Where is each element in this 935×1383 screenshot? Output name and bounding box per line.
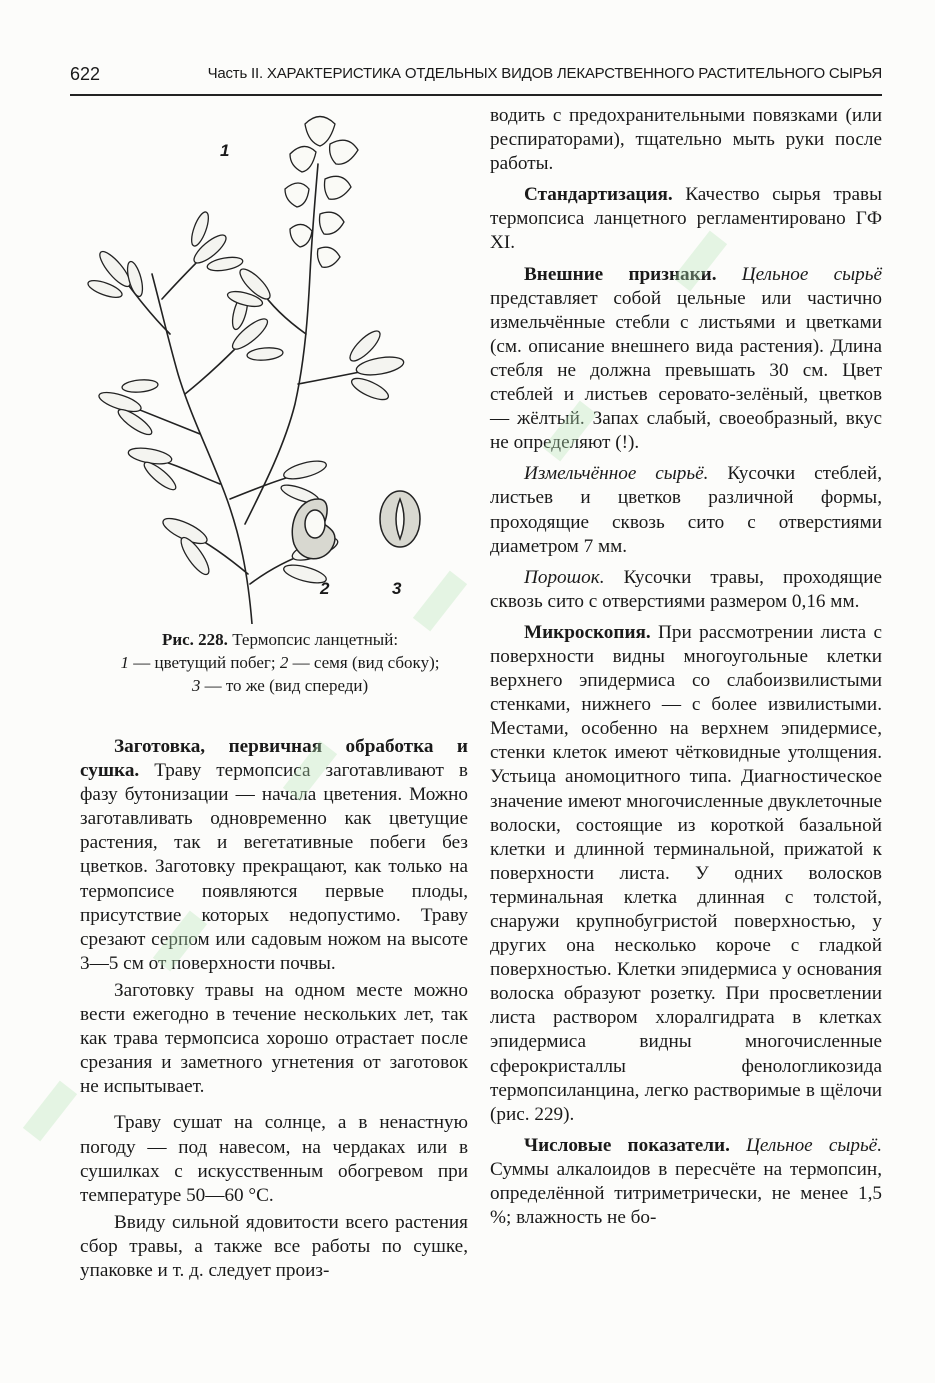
paragraph-drying: Траву сушат на солнце, а в ненастную погоду — под навесом, на чердаках или в сушилках с искусственным обогревом при температуре 50—60 °С.	[80, 1112, 468, 1206]
cut-raw-label: Измельчённое сырьё.	[524, 463, 709, 485]
paragraph-standardization	[490, 183, 882, 255]
figure-label-1: 1	[220, 141, 230, 160]
numeric-text: Суммы алкалоидов в пересчёте на термопсин, определённой титриметрически, не менее 1,5 %; влажность не бо-	[490, 1158, 882, 1229]
numeric-whole-label: Цельное сырьё.	[746, 1134, 882, 1156]
page-number: 622	[70, 64, 101, 84]
caption-1-text: — цветущий побег;	[129, 653, 280, 672]
figure-label-2: 2	[320, 579, 330, 598]
paragraph-continuation: водить с предохранительными повязками (или респираторами), тщательно мыть руки после работы.	[490, 105, 882, 175]
right-column	[490, 104, 882, 1230]
standardization-text: Качество сырья травы термопсиса ланцетного регламентировано ГФ XI.	[490, 184, 882, 254]
paragraph-harvest	[80, 735, 468, 976]
caption-title: Рис. 228.	[161, 630, 228, 649]
paragraph-cut-raw	[490, 462, 882, 558]
powder-text: Кусочки травы, проходящие сквозь сито с отверстиями размером 0,16 мм.	[490, 566, 882, 612]
left-column	[80, 735, 468, 1283]
powder-label: Порошок.	[524, 566, 605, 588]
running-title: Часть II. ХАРАКТЕРИСТИКА ОТДЕЛЬНЫХ ВИДОВ ЛЕКАРСТВЕННОГО РАСТИТЕЛЬНОГО СЫРЬЯ	[207, 65, 882, 82]
caption-3-text: — то же (вид спереди)	[200, 676, 369, 695]
caption-2-num: 2	[279, 653, 289, 672]
paragraph-external-signs	[490, 263, 882, 456]
cut-raw-text: Кусочки стеблей, листьев и цветков различной формы, проходящие сквозь сито с отверстиями диаметром 7 мм.	[490, 463, 882, 557]
heading-harvest: Заготовка, первичная обработка и сушка.	[80, 736, 468, 782]
heading-microscopy: Микроскопия.	[524, 621, 651, 643]
paragraph-microscopy	[490, 621, 882, 1127]
external-signs-text: представляет собой цельные или частично измельчённые стебли с листьями и цветками (см. описание внешнего вида растения). Длина стебля не должна превышать 30 см. Цвет стеблей и листьев серовато-зелёный, цветков — жёлтый. Запах слабый, своеобразный, вкус не определяют (!).	[490, 287, 882, 454]
plant-illustration	[80, 104, 480, 624]
paragraph-toxicity: Ввиду сильной ядовитости всего растения сбор травы, а также все работы по сушке, упаковке и т. д. следует произ-	[80, 1211, 468, 1281]
figure-caption	[80, 628, 480, 697]
caption-3-num: 3	[191, 676, 201, 695]
whole-raw-label: Цельное сырьё	[741, 263, 882, 285]
heading-standardization: Стандартизация.	[524, 184, 673, 206]
heading-numeric: Числовые показатели.	[524, 1134, 730, 1156]
paragraph-powder	[490, 566, 882, 614]
microscopy-text: При рассмотрении листа с поверхности видны многоугольные клетки верхнего эпидермиса со слабоизвилистыми стенками, нижнего — с более извилистыми. Местами, особенно на верхнем эпидермисе, стенки клеток имеют чётковидные утолщения. Устьица аномоцитного типа. Диагностическое значение имеют многочисленные двуклеточные волоски, состоящие из короткой базальной клетки и длинной терминальной, прижатой к поверхности листа. У одних волосков терминальная клетка длинная с толстой, снаружи крупнобугристой поверхностью, у других она несколько короче с гладкой поверхностью. Клетки эпидермиса у основания волоска образуют розетку. При просветлении листа раствором хлоралгидрата в клетках эпидермиса видны многочисленные сферокристаллы фенологликозида термопсиланцина, легко растворимые в щёлочи (рис. 229).	[490, 621, 882, 1125]
harvest-text: Траву термопсиса заготавливают в фазу бутонизации — начала цветения. Можно заготавливать одновременно как цветущие растения, так и вегетативные побеги без цветков. Заготовку прекращают, как только на термопсисе появляются первые плоды, присутствие которых недопустимо. Траву срезают серпом или садовым ножом на высоте 3—5 см от поверхности почвы.	[80, 760, 468, 974]
page-header	[70, 60, 882, 96]
paragraph-harvest-2: Заготовку травы на одном месте можно вести ежегодно в течение нескольких лет, так как трава термопсиса хорошо отрастает после срезания и заметного угнетения от заготовок не испытывает.	[80, 979, 468, 1098]
figure-label-3: 3	[392, 579, 402, 598]
paragraph-numeric	[490, 1134, 882, 1230]
heading-external-signs: Внешние признаки.	[524, 263, 717, 285]
caption-1-num: 1	[120, 653, 130, 672]
caption-2-text: — семя (вид сбоку);	[288, 653, 440, 672]
caption-name: Термопсис ланцетный:	[227, 630, 399, 649]
